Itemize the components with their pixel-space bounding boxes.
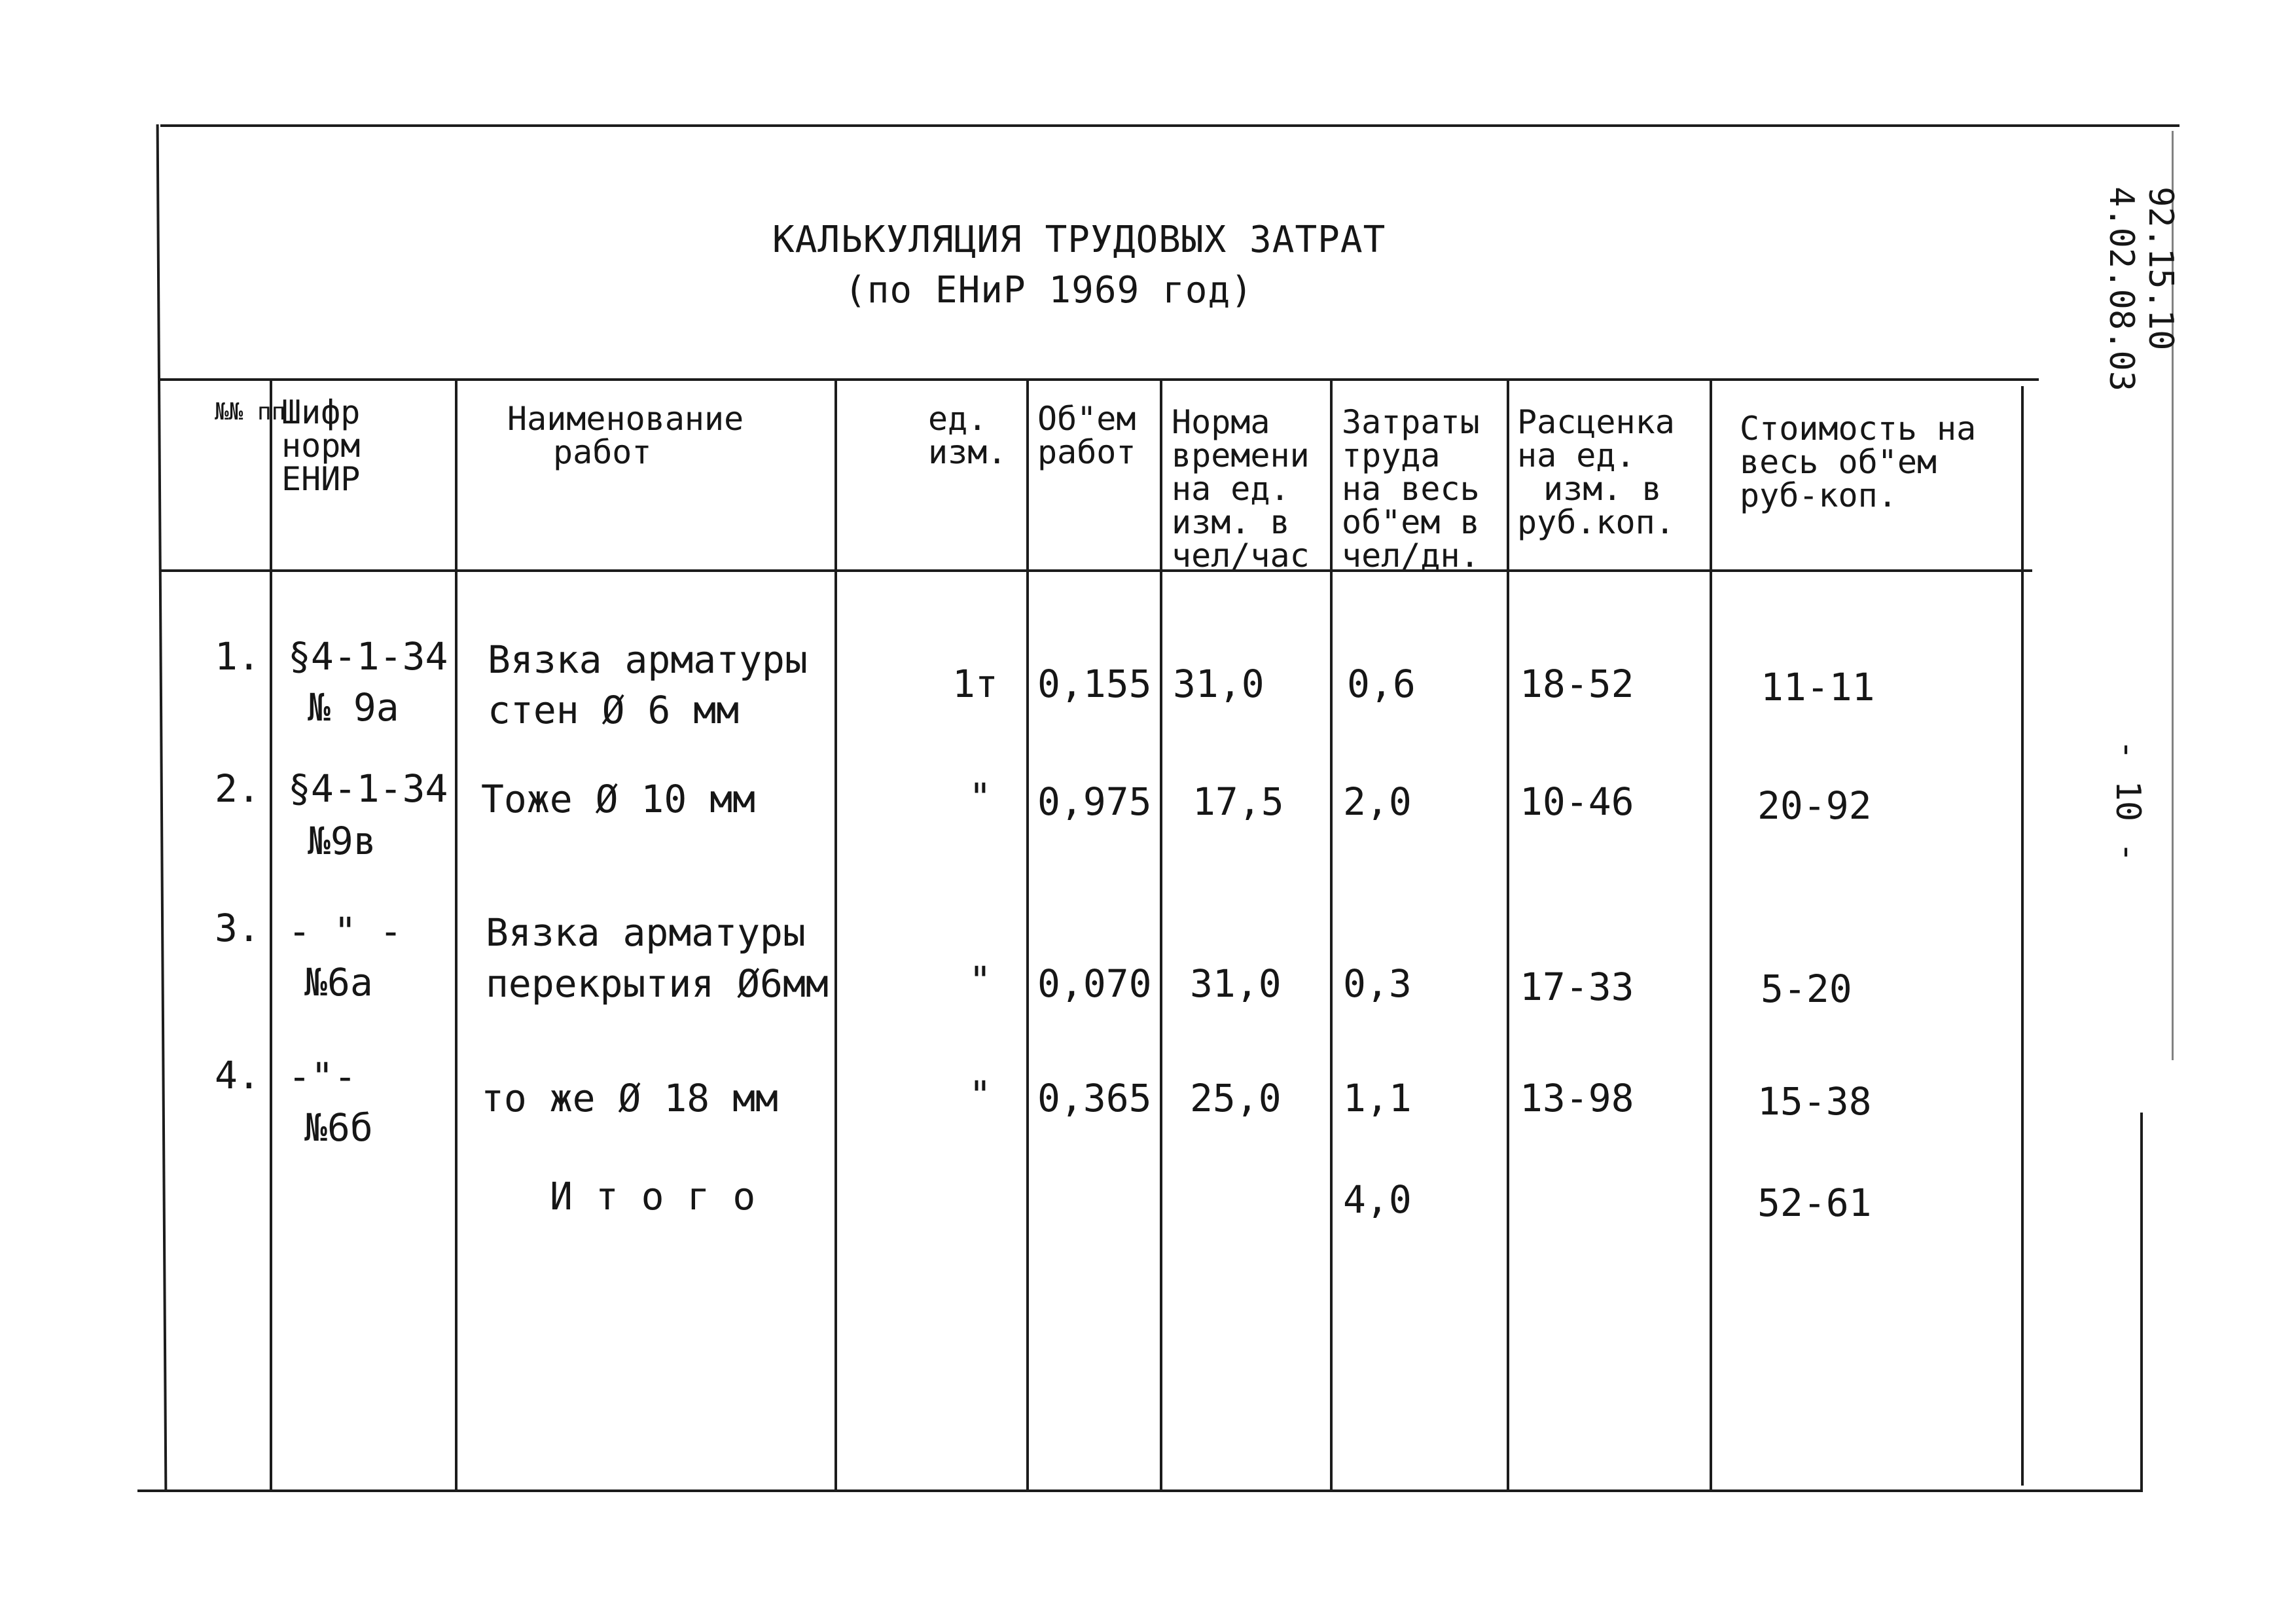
header-code-line-1: Шифр	[281, 393, 361, 431]
col-line-1	[270, 378, 272, 1491]
row-2-code-line-2: №9в	[308, 819, 376, 863]
row-1-code-line-1: §4-1-34	[288, 634, 448, 679]
row-3-rate: 17-33	[1520, 965, 1634, 1009]
row-4-code-line-2: №6б	[304, 1105, 373, 1150]
header-rate-line-3: изм. в	[1543, 470, 1662, 508]
header-rate-line-1: Расценка	[1517, 403, 1675, 441]
header-volume	[1037, 402, 1136, 469]
header-volume-line-1: Об"ем	[1037, 400, 1136, 438]
header-labor-line-4: об"ем в	[1342, 503, 1480, 541]
row-1-code-line-2: № 9а	[308, 685, 399, 730]
row-1-unit: 1т	[952, 662, 998, 706]
row-1-rate: 18-52	[1520, 662, 1634, 706]
row-4-unit: "	[969, 1073, 992, 1117]
header-labor-line-3: на весь	[1342, 470, 1480, 508]
row-2-num: 2.	[215, 766, 260, 811]
row-1-volume: 0,155	[1037, 662, 1152, 706]
header-norm-line-1: Норма	[1172, 403, 1270, 441]
row-4-name-line-1: то же Ø 18 мм	[481, 1076, 778, 1120]
row-4-code-line-1: -"-	[288, 1054, 357, 1099]
row-3-labor: 0,3	[1343, 961, 1412, 1006]
row-2-rate: 10-46	[1520, 779, 1634, 824]
frame-left-line	[156, 124, 168, 1492]
col-line-4	[1026, 378, 1029, 1491]
col-line-9	[2021, 386, 2024, 1486]
header-norm	[1172, 403, 1310, 575]
row-1-num: 1.	[215, 634, 260, 679]
row-3-code-line-1: - " -	[288, 909, 403, 954]
col-line-5	[1160, 378, 1162, 1491]
header-num-label: №№ пп	[215, 399, 286, 425]
row-1-cost: 11-11	[1761, 665, 1875, 709]
header-labor	[1342, 403, 1480, 575]
row-2-norm: 17,5	[1193, 779, 1284, 824]
row-2-labor: 2,0	[1343, 779, 1412, 824]
row-1-name-line-2: стен Ø 6 мм	[488, 688, 740, 732]
frame-top-line	[160, 124, 2179, 127]
row-2-unit: "	[969, 775, 992, 819]
header-norm-line-2: времени	[1172, 437, 1310, 474]
total-cost: 52-61	[1757, 1181, 1872, 1225]
total-label: И т о г о	[550, 1174, 756, 1219]
row-4-rate: 13-98	[1520, 1076, 1634, 1120]
row-4-norm: 25,0	[1190, 1076, 1282, 1120]
header-name	[507, 402, 744, 469]
header-unit-line-2: изм.	[928, 433, 1007, 471]
row-4-num: 4.	[215, 1053, 260, 1097]
frame-bottom-line	[137, 1489, 2140, 1492]
col-line-2	[455, 378, 457, 1491]
row-3-cost: 5-20	[1761, 967, 1852, 1011]
row-4-labor: 1,1	[1343, 1076, 1412, 1120]
header-labor-line-5: чел/дн.	[1342, 537, 1480, 575]
row-3-name-line-2: перекрытия Ø6мм	[486, 961, 829, 1006]
col-line-8	[1710, 378, 1712, 1491]
header-norm-line-4: изм. в	[1172, 503, 1290, 541]
header-rate-line-4: руб.коп.	[1517, 503, 1675, 541]
header-code	[281, 393, 361, 498]
row-3-volume: 0,070	[1037, 961, 1152, 1006]
header-unit	[928, 402, 1007, 469]
row-1-labor: 0,6	[1347, 662, 1416, 706]
col-line-7	[1507, 378, 1509, 1491]
row-2-volume: 0,975	[1037, 779, 1152, 824]
row-3-name-line-1: Вязка арматуры	[486, 910, 806, 955]
total-labor: 4,0	[1343, 1177, 1412, 1222]
document-title: КАЛЬКУЛЯЦИЯ ТРУДОВЫХ ЗАТРАТ	[772, 219, 1386, 261]
row-3-norm: 31,0	[1190, 961, 1282, 1006]
header-norm-line-5: чел/час	[1172, 537, 1310, 575]
header-labor-line-2: труда	[1342, 437, 1441, 474]
header-cost-line-2: весь об"ем	[1740, 443, 1937, 481]
header-rate-line-2: на ед.	[1517, 437, 1636, 474]
col-line-6	[1330, 378, 1333, 1491]
col-line-3	[834, 378, 837, 1491]
header-separator-line	[160, 569, 2032, 572]
document-subtitle: (по ЕНиР 1969 год)	[844, 269, 1253, 312]
row-3-num: 3.	[215, 906, 260, 950]
page-number: - 10 -	[2108, 740, 2147, 863]
header-code-line-3: ЕНИР	[281, 460, 361, 498]
row-3-code-line-2: №6а	[304, 960, 373, 1005]
header-code-line-2: норм	[281, 427, 361, 465]
frame-right-line	[2140, 1113, 2143, 1492]
header-rate	[1517, 403, 1675, 541]
header-unit-line-1: ед.	[928, 400, 988, 438]
header-volume-line-2: работ	[1037, 433, 1136, 471]
row-4-volume: 0,365	[1037, 1076, 1152, 1120]
header-name-line-1: Наименование	[507, 400, 744, 438]
row-2-code-line-1: §4-1-34	[288, 766, 448, 811]
margin-code-2: 4.02.08.03	[2102, 187, 2141, 392]
header-num	[215, 401, 285, 424]
header-cost-line-3: руб-коп.	[1740, 476, 1897, 514]
header-norm-line-3: на ед.	[1172, 470, 1290, 508]
row-4-cost: 15-38	[1757, 1079, 1872, 1124]
header-cost	[1740, 412, 1976, 512]
table-top-line	[160, 378, 2039, 381]
margin-code-1: 92.15.10	[2141, 187, 2180, 351]
row-2-cost: 20-92	[1757, 783, 1872, 828]
row-1-name-line-1: Вязка арматуры	[488, 637, 808, 682]
header-name-line-2: работ	[553, 433, 652, 471]
header-labor-line-1: Затраты	[1342, 403, 1480, 441]
row-1-norm: 31,0	[1173, 662, 1265, 706]
row-2-name-line-1: Тоже Ø 10 мм	[481, 777, 756, 821]
header-cost-line-1: Стоимость на	[1740, 410, 1977, 448]
row-3-unit: "	[969, 958, 992, 1003]
